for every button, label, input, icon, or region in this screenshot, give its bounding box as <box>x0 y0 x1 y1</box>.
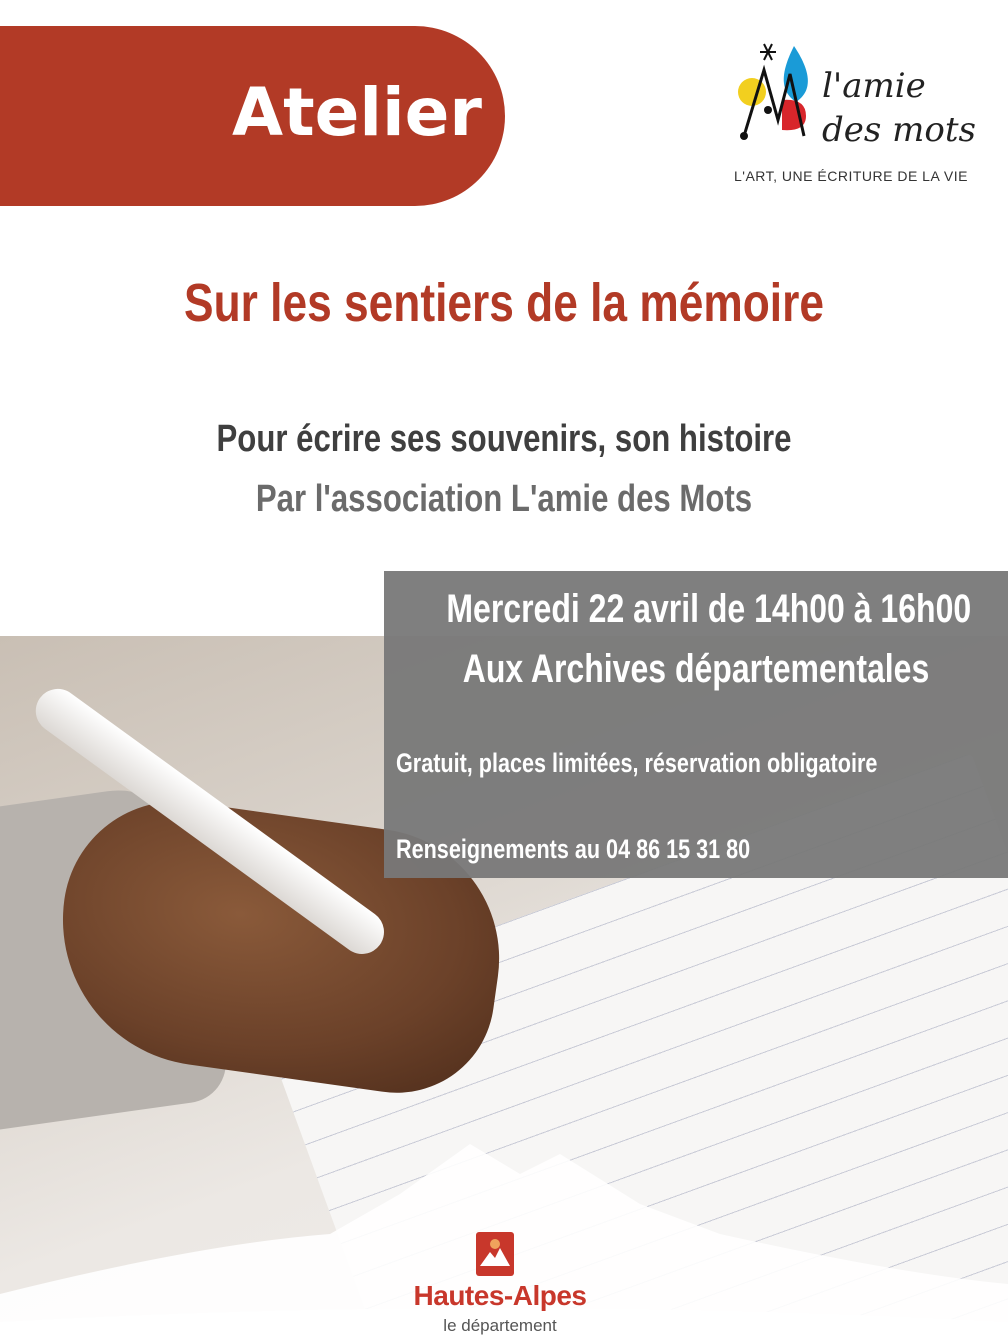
logo-line1: l'amie <box>822 66 926 106</box>
subtitle-organizer: Par l'association L'amie des Mots <box>255 478 753 520</box>
department-emblem-icon <box>476 1232 514 1276</box>
event-conditions: Gratuit, places limitées, réservation obligatoire <box>396 748 878 778</box>
subtitle-purpose: Pour écrire ses souvenirs, son histoire <box>216 418 792 460</box>
event-contact: Renseignements au 04 86 15 31 80 <box>396 834 751 864</box>
event-place: Aux Archives départementales <box>462 647 930 691</box>
department-name: Hautes-Alpes <box>413 1280 587 1311</box>
amie-des-mots-logo <box>730 40 980 190</box>
event-date: Mercredi 22 avril de 14h00 à 16h00 <box>446 587 972 631</box>
logo-line2: des mots <box>822 110 976 150</box>
hautes-alpes-logo <box>380 1228 620 1344</box>
logo-tagline: L'ART, UNE ÉCRITURE DE LA VIE <box>734 168 968 184</box>
banner-label: Atelier <box>232 74 482 151</box>
page-title: Sur les sentiers de la mémoire <box>184 273 824 333</box>
department-subtitle: le département <box>443 1316 557 1335</box>
event-info-panel <box>384 571 1008 878</box>
logo-drawing-icon <box>734 40 824 150</box>
